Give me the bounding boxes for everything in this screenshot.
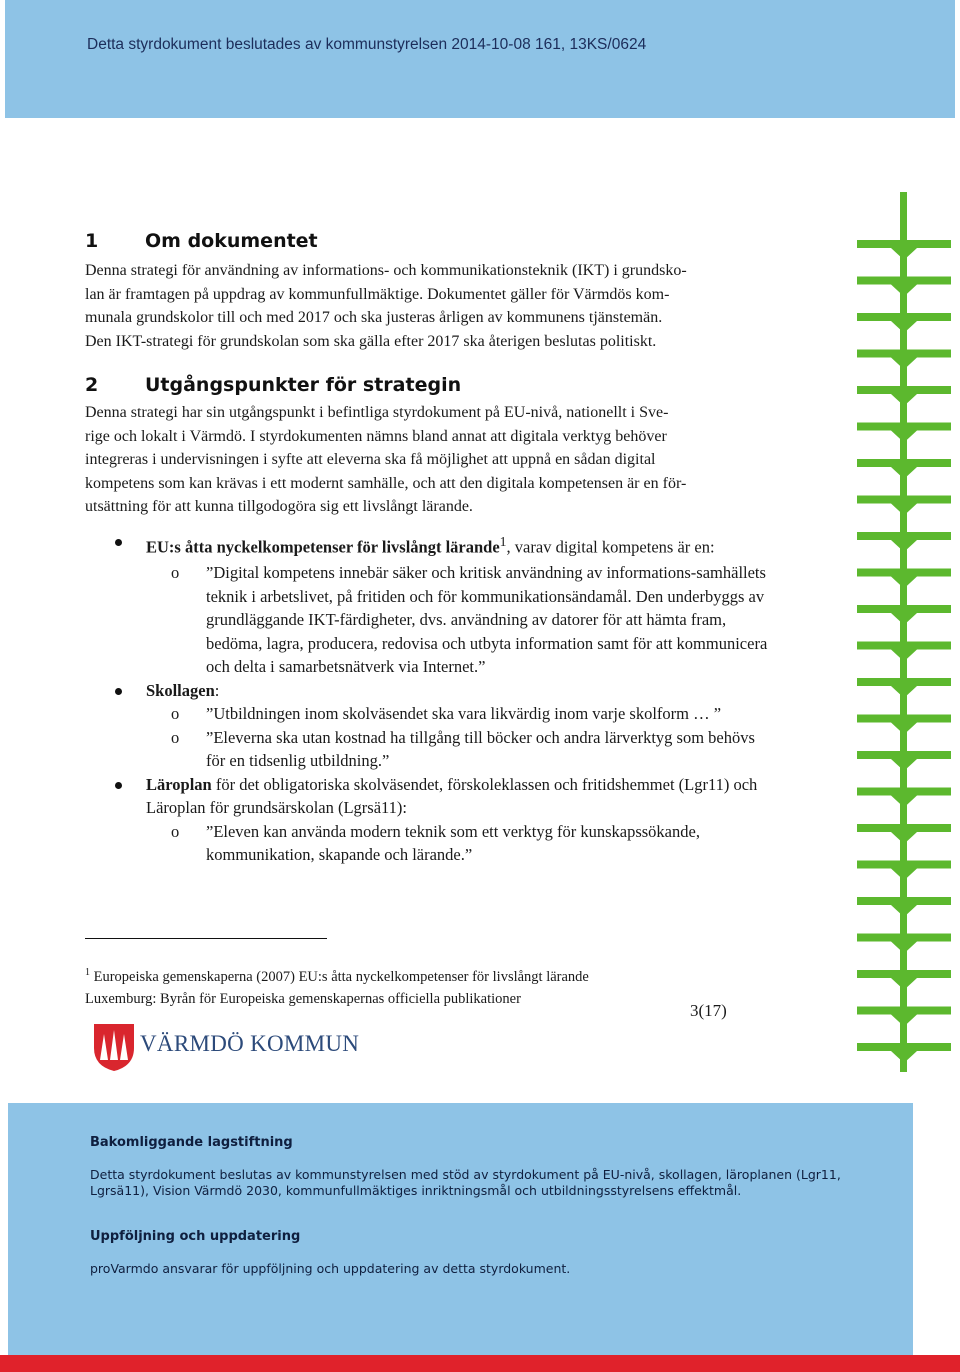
tree-branch (857, 642, 951, 662)
tree-branch (857, 277, 951, 297)
tree-branch (857, 970, 951, 990)
tree-branch (857, 1007, 951, 1027)
bullet-eu: EU:s åtta nyckelkompetenser för livslångt lärande$^1$, varav digital kompetens är en: (85, 530, 785, 559)
section-2-text: Denna strategi har sin utgångspunkt i befintliga styrdokument på EU-nivå, nationellt i Sve- rige och lokalt i Värmdö. I styrdokumenten nämns bland annat att digitala verktyg behöver integreras i undervisningen i syfte att eleverna ska få möjlighet att uppnå en sådan digital kompetens som kan krävas i ett modernt samhälle, och att den digitala kompetensen är en för- utsättning för att kunna tillgodogöra sig ett livslångt lärande. (85, 404, 687, 515)
footer-text-lagstiftning: Detta styrdokument beslutas av kommunstyrelsen med stöd av styrdokument på EU-nivå, skollagen, läroplanen (Lgr11, Lgrsä11), Vision Värmdö 2030, kommunfullmäktiges inriktningsmål och utbildningsstyrelsens effektmål. (90, 1167, 841, 1198)
sub-item: o ”Eleverna ska utan kostnad ha tillgång till böcker och andra lärverktyg som behövs för en tidsenlig utbildning.” (171, 727, 755, 770)
header-bar (5, 0, 955, 118)
footer-red-bar (0, 1355, 960, 1372)
tree-decoration (855, 192, 953, 1072)
sub-item: o ”Utbildningen inom skolväsendet ska vara likvärdig inom varje skolform … ” (171, 704, 722, 723)
footer-panel (8, 1103, 913, 1358)
tree-branch (857, 751, 951, 771)
tree-branch (857, 569, 951, 589)
logo-text: VÄRMDÖ KOMMUN (140, 1031, 360, 1056)
tree-branch (857, 423, 951, 443)
bullet-dot (115, 782, 122, 789)
section-1-heading: 1 Om dokumentet (85, 230, 318, 252)
footer-heading-lagstiftning: Bakomliggande lagstiftning (90, 1135, 293, 1150)
tree-branch (857, 678, 951, 698)
footer-heading-uppfoljning: Uppföljning och uppdatering (90, 1229, 301, 1244)
bullet-list (85, 530, 785, 867)
footer-text-uppfoljning: proVarmdo ansvarar för uppföljning och uppdatering av detta styrdokument. (90, 1261, 571, 1276)
tree-branch (857, 240, 951, 260)
bullet-skollagen: Skollagen: (85, 679, 785, 703)
footnote-rule (85, 938, 327, 939)
section-2-heading: 2 Utgångspunkter för strategin (85, 374, 462, 396)
tree-branch (857, 605, 951, 625)
footnote: $^1$ Europeiska gemenskaperna (2007) EU:s åtta nyckelkompetenser för livslångt lärande Luxemburg: Byrån för Europeiska gemenskapernas officiella publikationer (85, 967, 589, 1007)
tree-branch (857, 897, 951, 917)
bullet-dot (115, 688, 122, 695)
tree-branch (857, 313, 951, 333)
tree-branch (857, 715, 951, 735)
bullet-laroplan: Läroplan för det obligatoriska skolväsendet, förskoleklassen och fritidshemmet (Lgr11) och Läroplan för grundsärskolan (Lgrsä11): (85, 773, 785, 820)
tree-branch (857, 861, 951, 881)
tree-branch (857, 934, 951, 954)
sub-item: o ”Eleven kan använda modern teknik som ett verktyg för kunskapssökande, kommunikation, skapande och lärande.” (171, 821, 700, 864)
tree-branch (857, 496, 951, 516)
header-text: Detta styrdokument beslutades av kommunstyrelsen 2014-10-08 161, 13KS/0624 (87, 36, 647, 53)
tree-branch (857, 824, 951, 844)
tree-branch (857, 350, 951, 370)
page-number: 3(17) (690, 1001, 727, 1020)
tree-branch (857, 386, 951, 406)
tree-branch (857, 1043, 951, 1063)
tree-branch (857, 788, 951, 808)
sub-item: o ”Digital kompetens innebär säker och kritisk användning av informations-samhällets teknik i arbetslivet, på fritiden och för kommunikationsändamål. Den underbyggs av grundläggande IKT-färdigheter, dvs. användning av datorer för att hämta fram, bedöma, lagra, producera, redovisa och utbyta information samt för att kommunicera och delta i samarbetsnätverk via Internet.” (171, 563, 768, 676)
tree-branch (857, 532, 951, 552)
section-1-text: Denna strategi för användning av informations- och kommunikationsteknik (IKT) i grundsko- lan är framtagen på uppdrag av kommunfullmäktige. Dokumentet gäller för Värmdös kom- munala grundskolor till och med 2017 och ska justeras årligen av kommunens tjänstemän. Den IKT-strategi för grundskolan som ska gälla efter 2017 ska återigen beslutas politiskt. (85, 262, 687, 350)
bullet-dot (115, 539, 122, 546)
tree-branch (857, 459, 951, 479)
